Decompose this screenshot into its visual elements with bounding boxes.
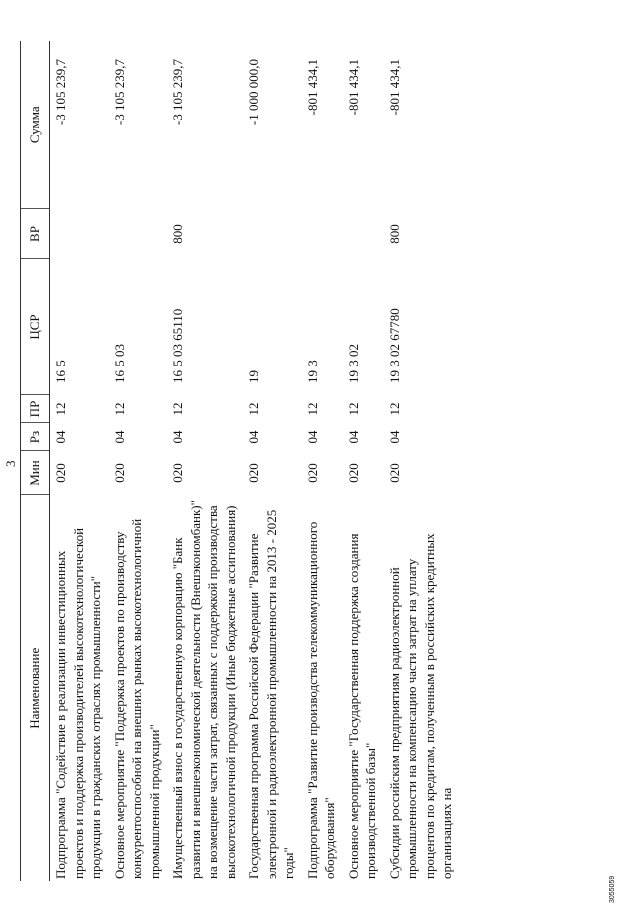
row-csr: 19 3 [304,360,320,383]
row-rz: 04 [53,430,68,444]
row-vr [243,209,302,259]
row-pr: 12 [304,402,320,416]
row-pr: 12 [345,402,361,416]
table-row [302,41,343,881]
row-rz: 04 [386,430,402,444]
header-pr: ПР [21,395,50,423]
row-csr: 16 5 [53,360,68,383]
row-vr [109,209,168,259]
row-name: Государственная программа Российской Федерации "Развитие электронной и радиоэлектронной промышленности на 2013 - 2025 годы" [246,509,296,879]
row-min: 020 [170,463,185,483]
row-name: Имущественный взнос в государственную корпорацию "Банк развития и внешнеэкономической деятельности (Внешэкономбанк)" на возмещение части затрат, связанных с поддержкой производства высокотехнологичной продукции (Иные бюджетные ассигнования) [170,500,238,879]
row-pr: 12 [53,402,68,416]
row-vr [50,209,109,259]
row-csr: 19 3 02 [345,344,361,383]
row-name: Подпрограмма "Содействие в реализации инвестиционных проектов и поддержка производителей высокотехнологической продукции в гражданских отраслях промышленности" [53,527,103,879]
header-name: Наименование [21,495,50,881]
row-pr: 12 [111,402,127,416]
row-rz: 04 [304,430,320,444]
table-row [167,41,243,881]
row-min: 020 [386,463,402,483]
table-row [50,41,109,881]
header-vr: ВР [21,209,50,259]
row-name: Субсидии российским предприятиям радиоэлектронной промышленности на компенсацию части затрат на уплату процентов по кредитам, полученным в российских кредитных организациях на [386,533,454,879]
table-row [384,41,460,881]
row-sum: -3 105 239,7 [170,59,185,126]
row-rz: 04 [170,430,185,444]
row-min: 020 [304,463,320,483]
row-vr [302,209,343,259]
row-sum: -3 105 239,7 [111,59,127,126]
row-name: Основное мероприятие "Поддержка проектов по производству конкурентоспособной на внешних рынках высокотехнологичной промышленной продукции" [111,518,162,879]
table-body [50,41,460,881]
row-min: 020 [246,463,261,483]
row-sum: -3 105 239,7 [53,59,68,126]
row-name: Подпрограмма "Развитие производства телекоммуникационного оборудования" [304,521,337,879]
header-csr: ЦСР [21,259,50,395]
row-csr: 16 5 03 65110 [170,308,185,383]
header-rz: Рз [21,423,50,451]
table-row [343,41,384,881]
table-header [21,41,50,881]
document-id: 3055059 [609,875,616,903]
row-sum: -801 434,1 [304,59,320,116]
table-row [109,41,168,881]
row-sum: -1 000 000,0 [246,59,261,126]
row-pr: 12 [386,402,402,416]
row-vr: 800 [170,224,185,244]
table-row [243,41,302,881]
row-rz: 04 [246,430,261,444]
row-min: 020 [345,463,361,483]
row-vr: 800 [386,224,402,244]
row-pr: 12 [246,402,261,416]
row-pr: 12 [170,402,185,416]
row-sum: -801 434,1 [345,59,361,116]
row-csr: 16 5 03 [111,344,127,383]
row-rz: 04 [345,430,361,444]
row-vr [343,209,384,259]
row-sum: -801 434,1 [386,59,402,116]
header-row [21,41,50,881]
page-number: 3 [3,460,18,467]
budget-table [20,41,460,881]
row-min: 020 [111,463,127,483]
row-min: 020 [53,463,68,483]
header-sum: Сумма [21,41,50,209]
header-min: Мин [21,451,50,495]
row-csr: 19 3 02 67780 [386,308,402,383]
row-rz: 04 [111,430,127,444]
row-name: Основное мероприятие "Государственная поддержка создания производственной базы" [345,533,378,879]
row-csr: 19 [246,370,261,383]
